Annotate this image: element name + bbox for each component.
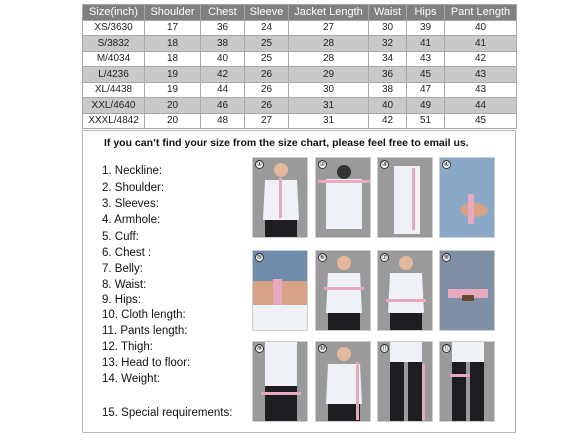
- photo-pants-length-image: [378, 342, 433, 422]
- size-chart-row: [83, 36, 517, 52]
- photo-belly-image: [378, 251, 433, 331]
- measurement-cell: 36: [201, 20, 245, 36]
- column-header: Waist: [369, 5, 407, 21]
- photo-cuff-image: [253, 251, 308, 331]
- photo-thigh: [439, 341, 495, 422]
- size-label-cell: XS/3630: [83, 20, 145, 36]
- measurement-cell: 48: [201, 113, 245, 129]
- measurement-cell: 45: [445, 113, 517, 129]
- measurement-item: 11. Pants length:: [102, 325, 188, 337]
- measurement-cell: 47: [407, 82, 445, 98]
- measurement-cell: 34: [369, 51, 407, 67]
- photo-neckline: [252, 157, 308, 238]
- size-chart-row: [83, 20, 517, 36]
- measurement-cell: 19: [145, 67, 201, 83]
- photo-chest-image: [316, 251, 371, 331]
- measurement-cell: 25: [245, 51, 289, 67]
- measurement-cell: 44: [445, 98, 517, 114]
- column-header: Shoulder: [145, 5, 201, 21]
- measurement-cell: 41: [407, 36, 445, 52]
- measurement-cell: 26: [245, 98, 289, 114]
- measurement-cell: 46: [201, 98, 245, 114]
- measurement-cell: 24: [245, 20, 289, 36]
- photo-hips-image: [253, 342, 308, 422]
- measurement-cell: 30: [289, 82, 369, 98]
- measurement-cell: 25: [245, 36, 289, 52]
- measurement-item: 12. Thigh:: [102, 341, 153, 353]
- photo-cuff: [252, 250, 308, 331]
- photo-waist-image: [440, 251, 495, 331]
- measurement-cell: 38: [369, 82, 407, 98]
- measurement-cell: 45: [407, 67, 445, 83]
- measurement-item: 13. Head to floor:: [102, 357, 191, 369]
- photo-number-badge: ⑫: [443, 344, 450, 352]
- photo-number-badge: ③: [381, 160, 388, 168]
- measurement-item: 9. Hips:: [102, 294, 141, 306]
- photo-number-badge: ①: [256, 160, 263, 168]
- photo-armhole-image: [440, 158, 495, 238]
- size-label-cell: XL/4438: [83, 82, 145, 98]
- photo-number-badge: ⑪: [381, 344, 388, 352]
- size-chart-header-row: [83, 5, 517, 21]
- measurement-item: 8. Waist:: [102, 279, 147, 291]
- column-header: Jacket Length: [289, 5, 369, 21]
- measurement-item: 1. Neckline:: [102, 165, 163, 177]
- photo-shoulder-image: [316, 158, 371, 238]
- column-header: Pant Length: [445, 5, 517, 21]
- photo-neckline-image: [253, 158, 308, 238]
- photo-shoulder: [315, 157, 371, 238]
- photo-cloth-length: [315, 341, 371, 422]
- measurement-item: 14. Weight:: [102, 373, 160, 385]
- photo-number-badge: ⑩: [319, 344, 326, 352]
- measurement-item: 7. Belly:: [102, 263, 143, 275]
- measurement-item: 3. Sleeves:: [102, 198, 159, 210]
- measurement-cell: 43: [445, 67, 517, 83]
- measurement-cell: 49: [407, 98, 445, 114]
- photo-pants-length: [377, 341, 433, 422]
- photo-number-badge: ⑨: [256, 344, 263, 352]
- photo-number-badge: ④: [443, 160, 450, 168]
- measurement-cell: 36: [369, 67, 407, 83]
- photo-hips: [252, 341, 308, 422]
- size-notice: If you can’t find your size from the size chart, please feel free to email us.: [104, 137, 469, 149]
- photo-sleeve: [377, 157, 433, 238]
- measurement-cell: 41: [445, 36, 517, 52]
- measurement-cell: 19: [145, 82, 201, 98]
- measurement-cell: 51: [407, 113, 445, 129]
- measurement-cell: 32: [369, 36, 407, 52]
- measurement-cell: 40: [445, 20, 517, 36]
- measurement-cell: 27: [245, 113, 289, 129]
- measurement-item: 10. Cloth length:: [102, 309, 186, 321]
- measurement-item: 6. Chest :: [102, 247, 152, 259]
- size-label-cell: S/3832: [83, 36, 145, 52]
- measurement-cell: 44: [201, 82, 245, 98]
- measurement-cell: 43: [445, 82, 517, 98]
- size-label-cell: M/4034: [83, 51, 145, 67]
- photo-waist: [439, 250, 495, 331]
- measurement-cell: 26: [245, 82, 289, 98]
- measurement-item: 5. Cuff:: [102, 231, 139, 243]
- column-header: Hips: [407, 5, 445, 21]
- measurement-cell: 31: [289, 98, 369, 114]
- measurement-cell: 43: [407, 51, 445, 67]
- measurement-item: 2. Shoulder:: [102, 182, 165, 194]
- measurement-cell: 42: [445, 51, 517, 67]
- size-chart-body: [83, 20, 517, 129]
- column-header: Size(inch): [83, 5, 145, 21]
- size-chart-row: [83, 82, 517, 98]
- measurement-cell: 17: [145, 20, 201, 36]
- measurement-cell: 38: [201, 36, 245, 52]
- size-label-cell: L/4236: [83, 67, 145, 83]
- measurement-cell: 29: [289, 67, 369, 83]
- measurement-cell: 18: [145, 51, 201, 67]
- column-header: Chest: [201, 5, 245, 21]
- photo-sleeve-image: [378, 158, 433, 238]
- photo-cloth-length-image: [316, 342, 371, 422]
- measurement-cell: 39: [407, 20, 445, 36]
- measurement-cell: 28: [289, 51, 369, 67]
- photo-number-badge: ②: [319, 160, 326, 168]
- size-chart-table: [82, 4, 517, 129]
- measurement-cell: 31: [289, 113, 369, 129]
- size-chart-row: [83, 98, 517, 114]
- column-header: Sleeve: [245, 5, 289, 21]
- measurement-cell: 40: [201, 51, 245, 67]
- size-chart-row: [83, 113, 517, 129]
- size-chart-row: [83, 67, 517, 83]
- photo-number-badge: ⑦: [381, 253, 388, 261]
- measurement-cell: 20: [145, 113, 201, 129]
- measurement-item: 15. Special requirements:: [102, 407, 233, 419]
- measurement-cell: 27: [289, 20, 369, 36]
- measurement-cell: 42: [369, 113, 407, 129]
- size-label-cell: XXL/4640: [83, 98, 145, 114]
- photo-number-badge: ⑤: [256, 253, 263, 261]
- photo-thigh-image: [440, 342, 495, 422]
- size-chart-row: [83, 51, 517, 67]
- photo-armhole: [439, 157, 495, 238]
- photo-number-badge: ⑥: [319, 253, 326, 261]
- measurement-cell: 42: [201, 67, 245, 83]
- measurement-item: 4. Armhole:: [102, 214, 161, 226]
- photo-number-badge: ⑧: [443, 253, 450, 261]
- measurement-cell: 26: [245, 67, 289, 83]
- measurement-cell: 18: [145, 36, 201, 52]
- measurement-cell: 30: [369, 20, 407, 36]
- size-label-cell: XXXL/4842: [83, 113, 145, 129]
- measurement-cell: 40: [369, 98, 407, 114]
- measurement-cell: 28: [289, 36, 369, 52]
- photo-chest: [315, 250, 371, 331]
- measurement-cell: 20: [145, 98, 201, 114]
- photo-belly: [377, 250, 433, 331]
